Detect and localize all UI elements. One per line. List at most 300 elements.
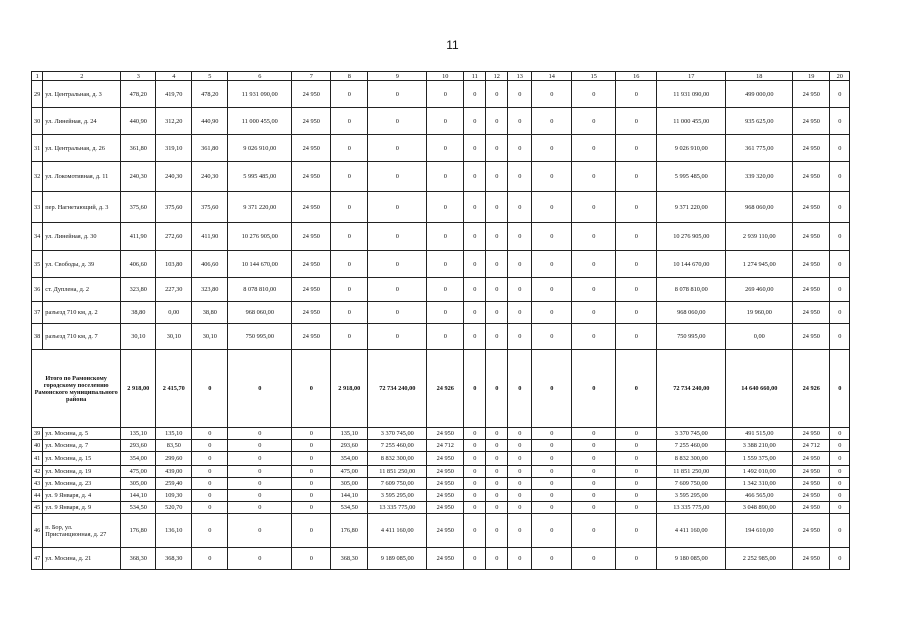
value-cell: 24 950	[793, 81, 830, 108]
table-row	[32, 324, 850, 350]
row-number-cell: 32	[32, 162, 43, 192]
value-cell: 0,00	[726, 324, 793, 350]
value-cell: 3 370 745,00	[368, 428, 427, 440]
value-cell: 227,30	[156, 278, 192, 302]
value-cell: 0	[192, 548, 228, 570]
table-row	[32, 440, 850, 452]
value-cell: 0	[464, 452, 486, 466]
value-cell: 10 144 670,00	[657, 251, 726, 278]
value-cell: 411,90	[121, 223, 156, 251]
value-cell: 0	[508, 548, 532, 570]
column-number-header: 13	[508, 72, 532, 81]
value-cell: 0	[616, 251, 657, 278]
value-cell: 8 078 810,00	[657, 278, 726, 302]
table-row	[32, 478, 850, 490]
value-cell: 3 595 295,00	[657, 490, 726, 502]
value-cell: 0	[228, 466, 292, 478]
value-cell: 0	[532, 514, 572, 548]
value-cell: 0	[830, 514, 850, 548]
value-cell: 0	[228, 548, 292, 570]
value-cell: 0	[508, 251, 532, 278]
value-cell: 0	[616, 428, 657, 440]
value-cell: 269 460,00	[726, 278, 793, 302]
row-number-cell: 38	[32, 324, 43, 350]
value-cell: 305,00	[331, 478, 368, 490]
value-cell: 0	[464, 502, 486, 514]
value-cell: 0	[532, 251, 572, 278]
data-table	[31, 71, 850, 570]
value-cell: 0	[616, 502, 657, 514]
value-cell: 24 950	[427, 428, 464, 440]
value-cell: 11 000 455,00	[228, 108, 292, 135]
value-cell: 194 610,00	[726, 514, 793, 548]
value-cell: 0	[830, 548, 850, 570]
value-cell: 0	[616, 478, 657, 490]
value-cell: 0	[368, 162, 427, 192]
value-cell: 319,10	[156, 135, 192, 162]
value-cell: 0	[532, 478, 572, 490]
total-cell: 14 640 660,00	[726, 350, 793, 428]
row-number-cell: 44	[32, 490, 43, 502]
address-cell: ул. Мосина, д. 5	[43, 428, 121, 440]
value-cell: 30,10	[156, 324, 192, 350]
row-number-cell: 37	[32, 302, 43, 324]
value-cell: 0	[192, 514, 228, 548]
value-cell: 0	[464, 81, 486, 108]
value-cell: 0	[616, 514, 657, 548]
value-cell: 0	[486, 514, 508, 548]
value-cell: 30,10	[121, 324, 156, 350]
value-cell: 0	[532, 223, 572, 251]
value-cell: 3 388 210,00	[726, 440, 793, 452]
value-cell: 440,90	[121, 108, 156, 135]
value-cell: 24 950	[793, 223, 830, 251]
value-cell: 0	[532, 278, 572, 302]
value-cell: 10 276 905,00	[657, 223, 726, 251]
value-cell: 339 320,00	[726, 162, 793, 192]
value-cell: 0	[830, 466, 850, 478]
value-cell: 24 950	[793, 324, 830, 350]
page-number: 11	[446, 38, 459, 52]
value-cell: 176,80	[121, 514, 156, 548]
value-cell: 0	[830, 302, 850, 324]
value-cell: 491 515,00	[726, 428, 793, 440]
value-cell: 0	[368, 324, 427, 350]
value-cell: 0	[464, 223, 486, 251]
value-cell: 0	[616, 452, 657, 466]
value-cell: 0	[192, 466, 228, 478]
value-cell: 24 950	[793, 192, 830, 223]
value-cell: 0	[508, 324, 532, 350]
value-cell: 11 931 090,00	[228, 81, 292, 108]
value-cell: 135,10	[331, 428, 368, 440]
column-number-header: 7	[292, 72, 331, 81]
address-cell: ул. 9 Января, д. 9	[43, 502, 121, 514]
value-cell: 0	[616, 466, 657, 478]
value-cell: 0	[228, 440, 292, 452]
value-cell: 354,00	[331, 452, 368, 466]
value-cell: 0	[572, 81, 616, 108]
value-cell: 0	[830, 502, 850, 514]
address-cell: ул. Свободы, д. 39	[43, 251, 121, 278]
value-cell: 0	[486, 428, 508, 440]
value-cell: 419,70	[156, 81, 192, 108]
total-cell: 72 734 240,00	[368, 350, 427, 428]
address-cell: ул. Мосина, д. 19	[43, 466, 121, 478]
value-cell: 9 371 220,00	[657, 192, 726, 223]
value-cell: 0	[464, 490, 486, 502]
value-cell: 0	[616, 135, 657, 162]
value-cell: 5 995 485,00	[657, 162, 726, 192]
address-cell: ул. Линейная, д. 30	[43, 223, 121, 251]
value-cell: 0	[616, 440, 657, 452]
value-cell: 24 950	[793, 490, 830, 502]
value-cell: 0	[192, 502, 228, 514]
value-cell: 0	[464, 466, 486, 478]
table-row	[32, 302, 850, 324]
value-cell: 0	[486, 278, 508, 302]
value-cell: 0	[192, 478, 228, 490]
value-cell: 293,60	[121, 440, 156, 452]
row-number-cell: 30	[32, 108, 43, 135]
value-cell: 0	[616, 278, 657, 302]
value-cell: 0	[368, 81, 427, 108]
value-cell: 0	[616, 490, 657, 502]
value-cell: 0	[464, 278, 486, 302]
value-cell: 305,00	[121, 478, 156, 490]
value-cell: 440,90	[192, 108, 228, 135]
value-cell: 0	[292, 452, 331, 466]
value-cell: 0	[532, 440, 572, 452]
value-cell: 0	[830, 478, 850, 490]
value-cell: 0	[830, 428, 850, 440]
value-cell: 354,00	[121, 452, 156, 466]
value-cell: 8 078 810,00	[228, 278, 292, 302]
value-cell: 9 026 910,00	[657, 135, 726, 162]
value-cell: 24 950	[793, 452, 830, 466]
value-cell: 0	[192, 440, 228, 452]
value-cell: 0	[532, 162, 572, 192]
value-cell: 0	[572, 466, 616, 478]
value-cell: 0	[464, 428, 486, 440]
value-cell: 0	[292, 440, 331, 452]
value-cell: 0	[508, 162, 532, 192]
row-number-cell: 29	[32, 81, 43, 108]
value-cell: 0	[427, 81, 464, 108]
value-cell: 0	[292, 490, 331, 502]
value-cell: 0	[486, 81, 508, 108]
value-cell: 0	[486, 223, 508, 251]
value-cell: 1 492 010,00	[726, 466, 793, 478]
value-cell: 24 950	[793, 478, 830, 490]
value-cell: 24 950	[292, 192, 331, 223]
value-cell: 935 625,00	[726, 108, 793, 135]
value-cell: 0	[292, 548, 331, 570]
value-cell: 375,60	[121, 192, 156, 223]
value-cell: 24 950	[292, 251, 331, 278]
table-row	[32, 192, 850, 223]
value-cell: 0	[464, 192, 486, 223]
row-number-cell: 42	[32, 466, 43, 478]
address-cell: ул. Мосина, д. 7	[43, 440, 121, 452]
value-cell: 30,10	[192, 324, 228, 350]
value-cell: 375,60	[156, 192, 192, 223]
value-cell: 0	[532, 135, 572, 162]
value-cell: 0	[616, 324, 657, 350]
value-cell: 11 851 250,00	[657, 466, 726, 478]
value-cell: 0	[192, 452, 228, 466]
table-row	[32, 251, 850, 278]
value-cell: 0	[486, 108, 508, 135]
table-row	[32, 162, 850, 192]
value-cell: 0	[464, 108, 486, 135]
value-cell: 0	[486, 440, 508, 452]
value-cell: 24 950	[292, 108, 331, 135]
value-cell: 0	[228, 514, 292, 548]
value-cell: 0	[830, 108, 850, 135]
value-cell: 38,80	[192, 302, 228, 324]
value-cell: 24 950	[793, 548, 830, 570]
value-cell: 0	[427, 324, 464, 350]
total-cell: 0	[292, 350, 331, 428]
value-cell: 0	[616, 108, 657, 135]
value-cell: 411,90	[192, 223, 228, 251]
value-cell: 361,80	[192, 135, 228, 162]
value-cell: 0	[532, 428, 572, 440]
column-number-header: 5	[192, 72, 228, 81]
value-cell: 0	[486, 490, 508, 502]
value-cell: 0	[292, 466, 331, 478]
value-cell: 0	[830, 192, 850, 223]
table-row	[32, 278, 850, 302]
total-cell: 2 918,00	[121, 350, 156, 428]
value-cell: 0	[486, 452, 508, 466]
value-cell: 0	[508, 440, 532, 452]
value-cell: 0	[572, 514, 616, 548]
value-cell: 0	[508, 478, 532, 490]
value-cell: 0	[464, 514, 486, 548]
address-cell: пер. Нагнетающий, д. 3	[43, 192, 121, 223]
value-cell: 0	[331, 192, 368, 223]
value-cell: 4 411 160,00	[368, 514, 427, 548]
row-number-cell: 40	[32, 440, 43, 452]
value-cell: 3 595 295,00	[368, 490, 427, 502]
value-cell: 135,10	[156, 428, 192, 440]
row-number-cell: 31	[32, 135, 43, 162]
column-number-header: 12	[486, 72, 508, 81]
value-cell: 0	[427, 162, 464, 192]
value-cell: 24 950	[793, 251, 830, 278]
address-cell: ст. Дуплена, д. 2	[43, 278, 121, 302]
value-cell: 1 342 310,00	[726, 478, 793, 490]
value-cell: 7 255 460,00	[368, 440, 427, 452]
value-cell: 1 559 375,00	[726, 452, 793, 466]
value-cell: 499 000,00	[726, 81, 793, 108]
row-number-cell: 47	[32, 548, 43, 570]
value-cell: 0	[508, 192, 532, 223]
value-cell: 368,30	[156, 548, 192, 570]
value-cell: 0	[830, 135, 850, 162]
value-cell: 0	[331, 223, 368, 251]
value-cell: 176,80	[331, 514, 368, 548]
value-cell: 240,30	[121, 162, 156, 192]
value-cell: 0	[464, 324, 486, 350]
address-cell: ул. Локомотивная, д. 11	[43, 162, 121, 192]
value-cell: 406,60	[192, 251, 228, 278]
total-cell: 24 926	[793, 350, 830, 428]
value-cell: 10 144 670,00	[228, 251, 292, 278]
value-cell: 11 931 090,00	[657, 81, 726, 108]
value-cell: 24 950	[793, 302, 830, 324]
value-cell: 9 371 220,00	[228, 192, 292, 223]
total-cell: 0	[616, 350, 657, 428]
value-cell: 24 950	[793, 278, 830, 302]
value-cell: 5 995 485,00	[228, 162, 292, 192]
value-cell: 0	[368, 192, 427, 223]
value-cell: 2 252 985,00	[726, 548, 793, 570]
value-cell: 24 950	[793, 428, 830, 440]
value-cell: 475,00	[121, 466, 156, 478]
value-cell: 2 939 110,00	[726, 223, 793, 251]
total-cell: 72 734 240,00	[657, 350, 726, 428]
value-cell: 24 950	[427, 466, 464, 478]
row-number-cell: 39	[32, 428, 43, 440]
value-cell: 9 180 085,00	[657, 548, 726, 570]
table-row	[32, 548, 850, 570]
value-cell: 7 255 460,00	[657, 440, 726, 452]
value-cell: 368,30	[331, 548, 368, 570]
value-cell: 0	[508, 452, 532, 466]
value-cell: 0	[486, 192, 508, 223]
value-cell: 24 712	[427, 440, 464, 452]
value-cell: 0	[331, 108, 368, 135]
value-cell: 0	[331, 278, 368, 302]
total-cell: 0	[508, 350, 532, 428]
value-cell: 0	[572, 452, 616, 466]
value-cell: 9 189 085,00	[368, 548, 427, 570]
value-cell: 19 960,00	[726, 302, 793, 324]
table-row	[32, 223, 850, 251]
address-cell: ул. Линейная, д. 24	[43, 108, 121, 135]
column-number-header: 3	[121, 72, 156, 81]
row-number-cell: 41	[32, 452, 43, 466]
table-row	[32, 135, 850, 162]
value-cell: 24 950	[292, 162, 331, 192]
value-cell: 103,80	[156, 251, 192, 278]
column-number-header: 16	[616, 72, 657, 81]
value-cell: 0	[427, 192, 464, 223]
value-cell: 0	[464, 302, 486, 324]
address-cell: разъезд 710 км, д. 7	[43, 324, 121, 350]
value-cell: 0	[508, 81, 532, 108]
column-number-header: 9	[368, 72, 427, 81]
value-cell: 11 000 455,00	[657, 108, 726, 135]
total-cell: 0	[572, 350, 616, 428]
value-cell: 361,80	[121, 135, 156, 162]
value-cell: 0	[616, 302, 657, 324]
value-cell: 0	[830, 452, 850, 466]
value-cell: 0	[532, 548, 572, 570]
value-cell: 0	[572, 548, 616, 570]
value-cell: 0	[616, 162, 657, 192]
column-number-header: 4	[156, 72, 192, 81]
value-cell: 7 609 750,00	[368, 478, 427, 490]
value-cell: 478,20	[192, 81, 228, 108]
value-cell: 0	[228, 478, 292, 490]
total-cell: 0	[532, 350, 572, 428]
column-number-header: 15	[572, 72, 616, 81]
value-cell: 0	[508, 108, 532, 135]
value-cell: 24 950	[292, 324, 331, 350]
value-cell: 0	[830, 278, 850, 302]
column-number-header: 1	[32, 72, 43, 81]
value-cell: 240,30	[192, 162, 228, 192]
value-cell: 0	[331, 324, 368, 350]
value-cell: 4 411 160,00	[657, 514, 726, 548]
value-cell: 0	[192, 490, 228, 502]
value-cell: 8 832 300,00	[657, 452, 726, 466]
value-cell: 368,30	[121, 548, 156, 570]
row-number-cell: 46	[32, 514, 43, 548]
value-cell: 0	[427, 278, 464, 302]
value-cell: 0	[572, 192, 616, 223]
value-cell: 0	[292, 502, 331, 514]
value-cell: 272,60	[156, 223, 192, 251]
value-cell: 0	[508, 514, 532, 548]
value-cell: 0	[368, 223, 427, 251]
value-cell: 0	[508, 135, 532, 162]
value-cell: 534,50	[121, 502, 156, 514]
value-cell: 0	[508, 223, 532, 251]
value-cell: 83,50	[156, 440, 192, 452]
column-number-header: 2	[43, 72, 121, 81]
value-cell: 0	[331, 81, 368, 108]
address-cell: ул. Мосина, д. 21	[43, 548, 121, 570]
value-cell: 13 335 775,00	[657, 502, 726, 514]
total-cell: 0	[464, 350, 486, 428]
value-cell: 24 950	[427, 514, 464, 548]
value-cell: 0	[572, 490, 616, 502]
value-cell: 0,00	[156, 302, 192, 324]
value-cell: 0	[532, 324, 572, 350]
value-cell: 24 950	[292, 302, 331, 324]
row-number-cell: 35	[32, 251, 43, 278]
value-cell: 0	[464, 440, 486, 452]
value-cell: 24 950	[793, 514, 830, 548]
value-cell: 0	[368, 302, 427, 324]
value-cell: 323,80	[192, 278, 228, 302]
value-cell: 24 950	[427, 548, 464, 570]
address-cell: ул. Центральная, д. 26	[43, 135, 121, 162]
value-cell: 0	[830, 324, 850, 350]
row-number-cell: 36	[32, 278, 43, 302]
value-cell: 8 832 300,00	[368, 452, 427, 466]
total-cell: 24 926	[427, 350, 464, 428]
value-cell: 0	[616, 192, 657, 223]
value-cell: 299,60	[156, 452, 192, 466]
value-cell: 0	[572, 223, 616, 251]
row-number-cell: 45	[32, 502, 43, 514]
value-cell: 24 950	[292, 223, 331, 251]
value-cell: 0	[616, 81, 657, 108]
value-cell: 144,10	[121, 490, 156, 502]
value-cell: 0	[572, 251, 616, 278]
value-cell: 0	[228, 490, 292, 502]
value-cell: 0	[508, 466, 532, 478]
value-cell: 0	[368, 251, 427, 278]
value-cell: 0	[486, 466, 508, 478]
value-cell: 0	[427, 108, 464, 135]
